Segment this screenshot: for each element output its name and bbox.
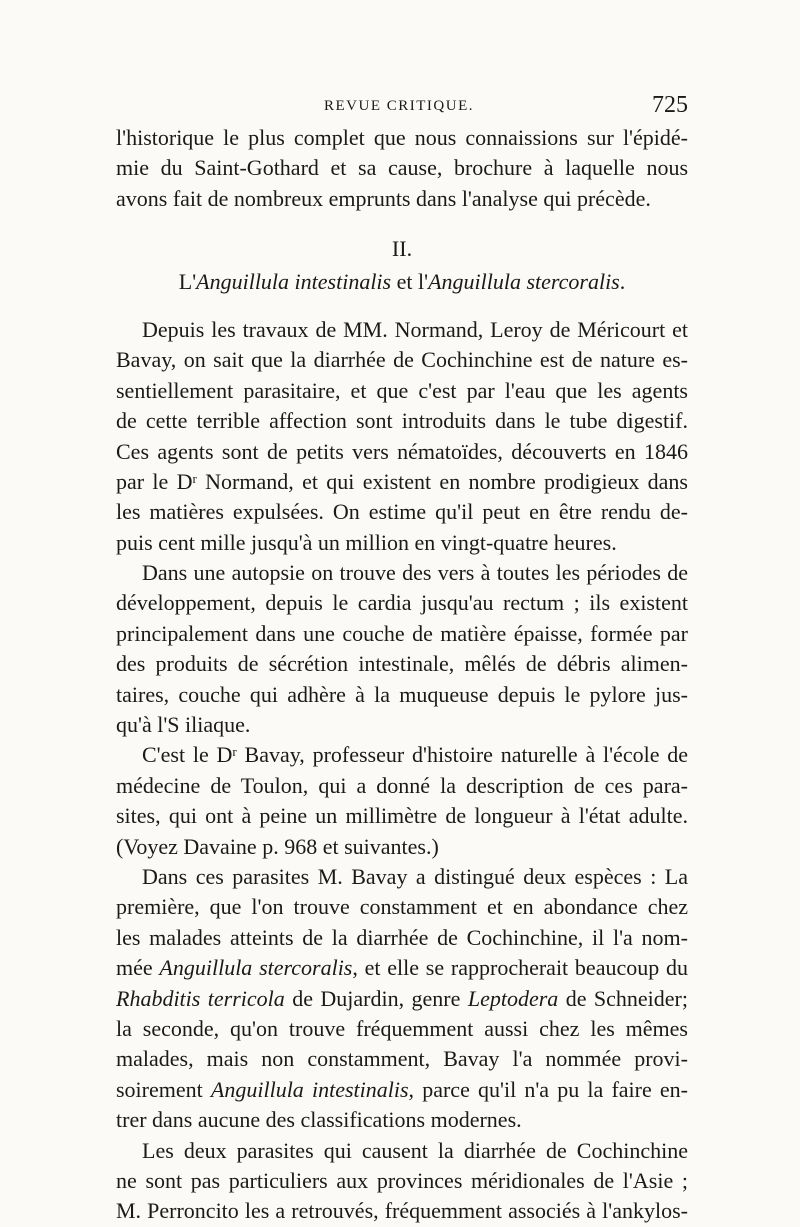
text-line: avons fait de nombreux emprunts dans l'analyse qui précède.: [116, 185, 651, 211]
text-line: Depuis les travaux de MM. Normand, Leroy de Méricourt et: [142, 316, 688, 342]
text-fragment: de Schneider;: [558, 985, 688, 1011]
section-title-part: L': [178, 268, 197, 294]
text-line: des produits de sécrétion intestinale, mêlés de débris alimen-: [116, 651, 688, 677]
text-fragment: , et elle se rapprocherait beaucoup du: [352, 955, 688, 981]
text-line: sites, qui ont à peine un millimètre de longueur à l'état adulte.: [116, 803, 688, 829]
text-line: de cette terrible affection sont introduits dans le tube digestif.: [116, 408, 688, 434]
species-name: Anguillula stercoralis: [159, 955, 353, 981]
text-line: Ces agents sont de petits vers nématoïdes, découverts en 1846: [116, 438, 688, 464]
text-line: la seconde, qu'on trouve fréquemment aussi chez les mêmes: [116, 1015, 688, 1041]
paragraph-continuation: [116, 123, 688, 214]
paragraph: [116, 315, 688, 558]
paragraph: [116, 862, 688, 1136]
text-line: malades, mais non constamment, Bavay l'a nommée provi-: [116, 1046, 688, 1072]
text-line: développement, depuis le cardia jusqu'au rectum ; ils existent: [116, 590, 688, 616]
section-title-species: Anguillula intestinalis: [196, 268, 392, 294]
paragraph: [116, 1136, 688, 1227]
superscript: r: [232, 744, 237, 760]
text-line: taires, couche qui adhère à la muqueuse depuis le pylore jus-: [116, 681, 688, 707]
section-number: II.: [391, 236, 413, 262]
text-line: les malades atteints de la diarrhée de Cochinchine, il l'a nom-: [116, 924, 688, 950]
body-text: [116, 123, 688, 1227]
paragraph: [116, 558, 688, 740]
text-line: mie du Saint-Gothard et sa cause, brochure à laquelle nous: [116, 155, 688, 181]
text-line: M. Perroncito les a retrouvés, fréquemment associés à l'ankylos-: [116, 1198, 688, 1224]
text-line: Dans ces parasites M. Bavay a distingué deux espèces : La: [142, 863, 688, 889]
text-line: [116, 467, 688, 497]
text-fragment: par le D: [116, 468, 193, 494]
text-line: (Voyez Davaine p. 968 et suivantes.): [116, 833, 439, 859]
section-title: [116, 267, 688, 297]
text-line: [116, 740, 688, 770]
text-fragment: soirement: [116, 1076, 211, 1102]
section-title-part: .: [619, 268, 626, 294]
text-fragment: mée: [116, 955, 160, 981]
text-fragment: de Dujardin, genre: [284, 985, 468, 1011]
section-title-species: Anguillula stercoralis: [428, 268, 620, 294]
text-line: Bavay, on sait que la diarrhée de Cochinchine est de nature es-: [116, 347, 688, 373]
running-head: [118, 92, 688, 122]
running-title: REVUE CRITIQUE.: [324, 98, 474, 114]
text-line: puis cent mille jusqu'à un million en vingt-quatre heures.: [116, 529, 617, 555]
text-line: trer dans aucune des classifications modernes.: [116, 1107, 522, 1133]
text-line: principalement dans une couche de matière épaisse, formée par: [116, 620, 688, 646]
text-fragment: , parce qu'il n'a pu la faire en-: [408, 1076, 688, 1102]
text-line: ne sont pas particuliers aux provinces méridionales de l'Asie ;: [116, 1167, 688, 1193]
text-fragment: Bavay, professeur d'histoire naturelle à l'école de: [236, 742, 689, 768]
text-line: qu'à l'S iliaque.: [116, 712, 251, 738]
text-line: sentiellement parasitaire, et que c'est par l'eau que les agents: [116, 377, 688, 403]
superscript: r: [192, 470, 197, 486]
text-fragment: Normand, et qui existent en nombre prodigieux dans: [196, 468, 688, 494]
text-line: Les deux parasites qui causent la diarrhée de Cochinchine: [142, 1137, 688, 1163]
paragraph: [116, 740, 688, 862]
page-number: 725: [652, 92, 688, 118]
text-line: [116, 984, 688, 1014]
text-line: première, que l'on trouve constamment et en abondance chez: [116, 894, 688, 920]
text-line: l'historique le plus complet que nous connaissions sur l'épidé-: [116, 125, 688, 150]
text-line: [116, 1075, 688, 1105]
text-line: Dans une autopsie on trouve des vers à toutes les périodes de: [142, 560, 688, 586]
text-line: les matières expulsées. On estime qu'il peut en être rendu de-: [116, 499, 688, 525]
text-line: [116, 953, 688, 983]
genus-name: Leptodera: [467, 985, 559, 1011]
species-name: Rhabditis terricola: [116, 985, 285, 1011]
section-title-part: et l': [391, 268, 429, 294]
species-name: Anguillula intestinalis: [210, 1076, 409, 1102]
text-line: médecine de Toulon, qui a donné la description de ces para-: [116, 772, 688, 798]
text-fragment: C'est le D: [142, 742, 233, 768]
